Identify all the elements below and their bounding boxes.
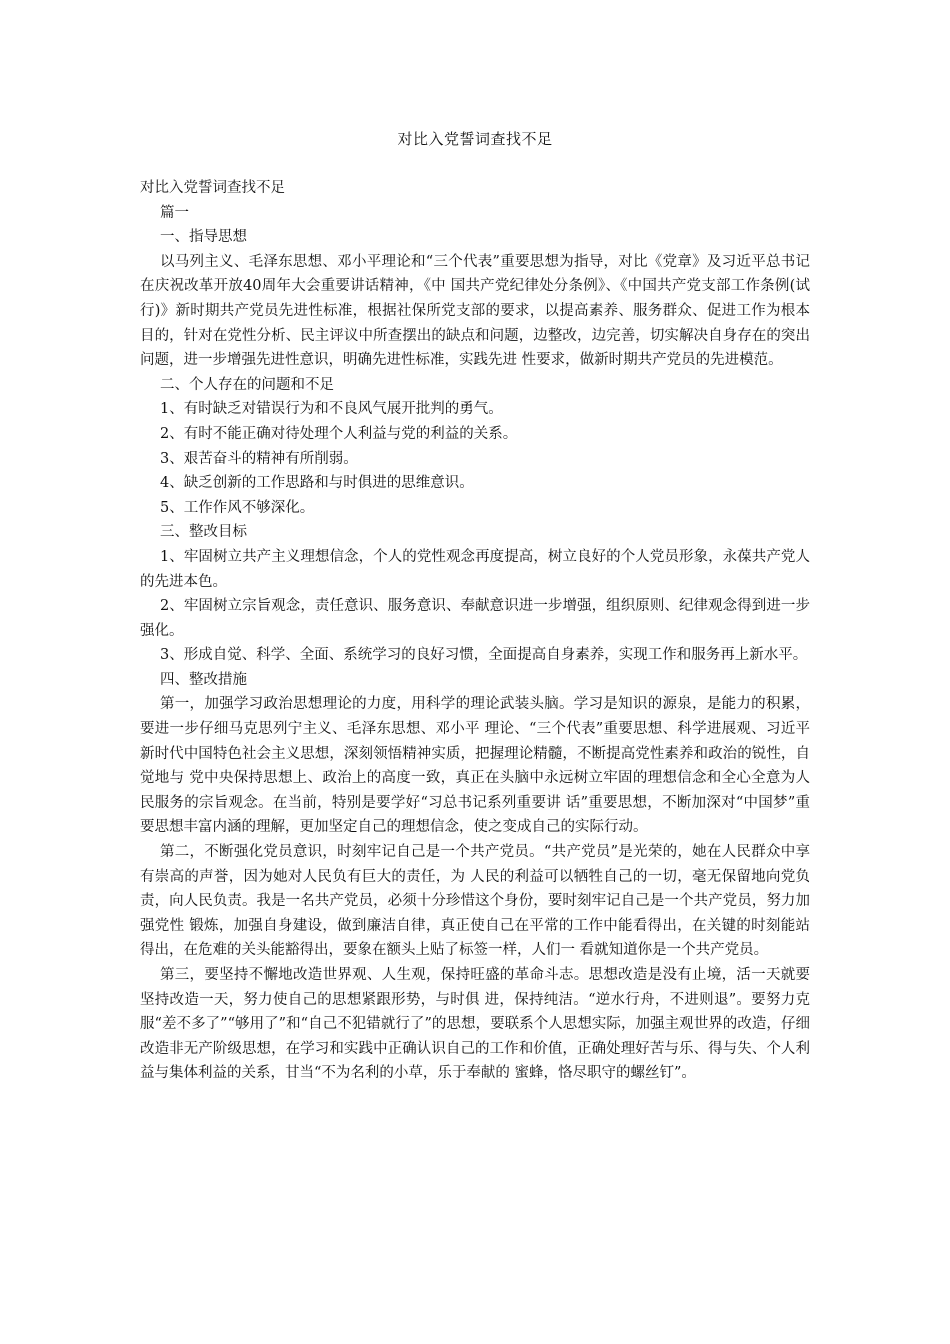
page-title: 对比入党誓词查找不足 [397, 130, 553, 148]
list-item-problem-3: 3、艰苦奋斗的精神有所削弱。 [160, 450, 358, 467]
section-label: 篇一 [160, 204, 189, 221]
list-item-problem-2: 2、有时不能正确对待处理个人利益与党的利益的关系。 [160, 425, 518, 442]
heading-problems: 二、个人存在的问题和不足 [160, 376, 334, 393]
heading-goals: 三、整改目标 [160, 524, 247, 541]
heading-measures: 四、整改措施 [160, 671, 247, 688]
paragraph-measure-3: 第三，要坚持不懈地改造世界观、人生观，保持旺盛的革命斗志。思想改造是没有止境，活一天就要坚持改造一天，努力使自己的思想紧跟形势，与时俱 进，保持纯洁。“逆水行舟，不进则退”。要努力克服“差不多了”“够用了”和“自己不犯错就行了”的思想，要联系个人思想实际，加强主观世界的改造，仔细 改造非无产阶级思想，在学习和实践中正确认识自己的工作和价值，正确处理好苦与乐、得与失、个人利益与集体利益的关系，甘当“不为名利的小草，乐于奉献的 蜜蜂，恪尽职守的螺丝钉”。 [140, 967, 810, 1082]
document-subtitle: 对比入党誓词查找不足 [140, 180, 285, 196]
list-item-goal-2: 2、牢固树立宗旨观念，责任意识、服务意识、奉献意识进一步增强，组织原则、纪律观念得到进一步强化。 [140, 598, 810, 639]
list-item-goal-1: 1、牢固树立共产主义理想信念，个人的党性观念再度提高，树立良好的个人党员形象，永葆共产党人的先进本色。 [140, 548, 810, 590]
paragraph-measure-2: 第二，不断强化党员意识，时刻牢记自己是一个共产党员。“共产党员”是光荣的，她在人民群众中享有崇高的声誉，因为她对人民负有巨大的责任，为 人民的利益可以牺牲自己的一切，毫无保留地向党负责，向人民负责。我是一名共产党员，必须十分珍惜这个身份，要时刻牢记自己是一个共产党员，努力加强党性 锻炼，加强自身建设，做到廉洁自律，真正使自己在平常的工作中能看得出，在关键的时刻能站得出，在危难的关头能豁得出，要象在额头上贴了标签一样，人们一 看就知道你是一个共产党员。 [140, 844, 810, 959]
list-item-problem-5: 5、工作作风不够深化。 [160, 499, 315, 516]
document-body [140, 176, 810, 1086]
paragraph-guiding-ideology: 以马列主义、毛泽东思想、邓小平理论和“三个代表”重要思想为指导，对比《党章》及习近平总书记在庆祝改革开放40周年大会重要讲话精神，《中 国共产党纪律处分条例》、《中国共产党支部工作条例(试行)》新时期共产党员先进性标准，根据社保所党支部的要求，以提高素养、服务群众、促进工作为根本 目的，针对在党性分析、民主评议中所查摆出的缺点和问题，边整改，边完善，切实解决自身存在的突出问题，进一步增强先进性意识，明确先进性标准，实践先进 性要求，做新时期共产党员的先进模范。 [140, 253, 810, 369]
list-item-problem-4: 4、缺乏创新的工作思路和与时俱进的思维意识。 [160, 475, 474, 492]
list-item-goal-3: 3、形成自觉、科学、全面、系统学习的良好习惯，全面提高自身素养，实现工作和服务再上新水平。 [160, 647, 808, 664]
paragraph-measure-1: 第一，加强学习政治思想理论的力度，用科学的理论武装头脑。学习是知识的源泉，是能力的积累，要进一步仔细马克思列宁主义、毛泽东思想、邓小平 理论、“三个代表”重要思想、科学进展观、习近平新时代中国特色社会主义思想，深刻领悟精神实质，把握理论精髓，不断提高党性素养和政治的锐性，自觉地与 党中央保持思想上、政治上的高度一致，真正在头脑中永远树立牢固的理想信念和全心全意为人民服务的宗旨观念。在当前，特别是要学好“习总书记系列重要讲 话”重要思想，不断加深对“中国梦”重要思想丰富内涵的理解，更加坚定自己的理想信念，使之变成自己的实际行动。 [140, 696, 810, 836]
list-item-problem-1: 1、有时缺乏对错误行为和不良风气展开批判的勇气。 [160, 401, 503, 418]
heading-guiding-ideology: 一、指导思想 [160, 229, 247, 246]
